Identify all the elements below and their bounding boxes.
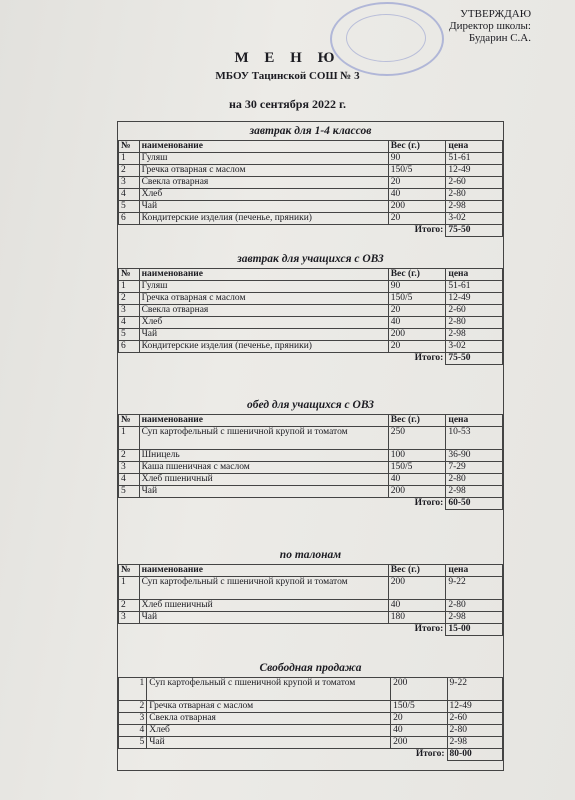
table-row <box>119 201 503 213</box>
row-num: 4 <box>119 317 140 329</box>
table-row <box>119 293 503 305</box>
row-num: 1 <box>119 153 140 165</box>
row-name: Хлеб пшеничный <box>139 474 388 486</box>
section-breakfast-1-4 <box>118 122 503 237</box>
section-title: завтрак для учащихся с ОВЗ <box>237 253 384 265</box>
menu-title: М Е Н Ю <box>234 50 341 66</box>
row-price: 2-98 <box>446 612 503 624</box>
row-num: 4 <box>119 189 140 201</box>
row-weight: 150/5 <box>388 293 446 305</box>
table-header <box>119 141 503 153</box>
row-price: 3-02 <box>446 213 503 225</box>
approval-block <box>449 8 531 44</box>
row-num: 4 <box>119 474 140 486</box>
row-price: 9-22 <box>447 678 502 701</box>
total-label: Итого: <box>119 624 446 636</box>
total-label: Итого: <box>119 749 448 761</box>
total-label: Итого: <box>119 353 446 365</box>
table-row <box>119 462 503 474</box>
row-num: 1 <box>119 577 140 600</box>
table-header <box>119 269 503 281</box>
row-price: 2-80 <box>446 474 503 486</box>
row-name: Хлеб пшеничный <box>139 600 388 612</box>
row-name: Суп картофельный с пшеничной крупой и томатом <box>139 427 388 450</box>
row-num: 1 <box>119 281 140 293</box>
row-weight: 90 <box>388 281 446 293</box>
table-row <box>119 341 503 353</box>
table-row <box>119 725 503 737</box>
row-weight: 20 <box>388 305 446 317</box>
row-price: 12-49 <box>446 293 503 305</box>
table-row <box>119 612 503 624</box>
row-num: 5 <box>119 737 147 749</box>
col-num: № <box>119 141 140 153</box>
school-name: МБОУ Тацинской СОШ № 3 <box>215 70 360 82</box>
total-label: Итого: <box>119 225 446 237</box>
row-price: 2-98 <box>446 329 503 341</box>
row-weight: 200 <box>388 201 446 213</box>
table-row <box>119 713 503 725</box>
col-price: цена <box>446 269 503 281</box>
row-price: 7-29 <box>446 462 503 474</box>
row-weight: 40 <box>388 600 446 612</box>
table-row <box>119 317 503 329</box>
row-name: Свекла отварная <box>139 177 388 189</box>
table-row <box>119 427 503 450</box>
row-name: Кондитерские изделия (печенье, пряники) <box>139 213 388 225</box>
row-name: Чай <box>147 737 391 749</box>
row-price: 36-90 <box>446 450 503 462</box>
col-weight: Вес (г.) <box>388 415 446 427</box>
total-value: 75-50 <box>446 225 503 237</box>
row-weight: 20 <box>388 341 446 353</box>
row-name: Гречка отварная с маслом <box>139 165 388 177</box>
row-price: 2-80 <box>446 600 503 612</box>
col-name: наименование <box>139 141 388 153</box>
row-name: Гуляш <box>139 153 388 165</box>
row-weight: 200 <box>388 577 446 600</box>
row-num: 3 <box>119 305 140 317</box>
row-num: 3 <box>119 713 147 725</box>
menu-table <box>118 414 503 510</box>
row-weight: 40 <box>388 474 446 486</box>
col-name: наименование <box>139 565 388 577</box>
row-weight: 200 <box>388 329 446 341</box>
row-price: 9-22 <box>446 577 503 600</box>
col-name: наименование <box>139 415 388 427</box>
row-price: 2-98 <box>446 486 503 498</box>
row-weight: 90 <box>388 153 446 165</box>
row-num: 5 <box>119 486 140 498</box>
row-weight: 150/5 <box>391 701 447 713</box>
menu-table <box>118 677 503 761</box>
total-row <box>119 225 503 237</box>
row-price: 2-80 <box>446 189 503 201</box>
row-num: 1 <box>119 678 147 701</box>
total-value: 80-00 <box>447 749 502 761</box>
row-price: 2-80 <box>447 725 502 737</box>
row-num: 6 <box>119 341 140 353</box>
menu-table <box>118 268 503 365</box>
row-num: 2 <box>119 600 140 612</box>
total-row <box>119 498 503 510</box>
row-price: 10-53 <box>446 427 503 450</box>
row-name: Суп картофельный с пшеничной крупой и томатом <box>147 678 391 701</box>
col-weight: Вес (г.) <box>388 269 446 281</box>
row-num: 5 <box>119 329 140 341</box>
row-num: 4 <box>119 725 147 737</box>
row-num: 2 <box>119 293 140 305</box>
menu-date: на 30 сентября 2022 г. <box>228 97 347 111</box>
table-row <box>119 213 503 225</box>
col-num: № <box>119 269 140 281</box>
row-weight: 20 <box>388 213 446 225</box>
row-weight: 150/5 <box>388 462 446 474</box>
row-weight: 200 <box>391 678 447 701</box>
section-title: Свободная продажа <box>259 662 362 674</box>
table-row <box>119 701 503 713</box>
table-row <box>119 600 503 612</box>
row-name: Чай <box>139 486 388 498</box>
row-price: 2-60 <box>446 305 503 317</box>
section-breakfast-ovz <box>118 250 503 365</box>
row-name: Чай <box>139 201 388 213</box>
row-num: 6 <box>119 213 140 225</box>
row-num: 5 <box>119 201 140 213</box>
col-price: цена <box>446 141 503 153</box>
row-num: 3 <box>119 462 140 474</box>
total-value: 15-00 <box>446 624 503 636</box>
table-row <box>119 474 503 486</box>
total-value: 75-50 <box>446 353 503 365</box>
row-weight: 20 <box>388 177 446 189</box>
row-weight: 250 <box>388 427 446 450</box>
table-row <box>119 189 503 201</box>
row-name: Хлеб <box>147 725 391 737</box>
total-row <box>119 624 503 636</box>
approval-title: УТВЕРЖДАЮ <box>460 8 531 20</box>
row-price: 2-98 <box>447 737 502 749</box>
row-name: Суп картофельный с пшеничной крупой и томатом <box>139 577 388 600</box>
row-price: 12-49 <box>447 701 502 713</box>
menu-table <box>118 140 503 237</box>
table-row <box>119 177 503 189</box>
table-row <box>119 153 503 165</box>
table-row <box>119 678 503 701</box>
section-title: по талонам <box>279 549 342 561</box>
table-row <box>119 737 503 749</box>
approval-person: Бударин С.А. <box>468 32 531 44</box>
row-name: Гречка отварная с маслом <box>147 701 391 713</box>
section-coupons <box>118 546 503 636</box>
row-name: Хлеб <box>139 189 388 201</box>
col-num: № <box>119 415 140 427</box>
row-name: Свекла отварная <box>139 305 388 317</box>
row-num: 2 <box>119 701 147 713</box>
table-row <box>119 577 503 600</box>
col-price: цена <box>446 565 503 577</box>
total-row <box>119 353 503 365</box>
row-weight: 180 <box>388 612 446 624</box>
row-weight: 200 <box>391 737 447 749</box>
row-weight: 200 <box>388 486 446 498</box>
section-free-sale <box>118 659 503 761</box>
row-num: 1 <box>119 427 140 450</box>
row-name: Свекла отварная <box>147 713 391 725</box>
table-row <box>119 329 503 341</box>
table-row <box>119 165 503 177</box>
table-header <box>119 415 503 427</box>
section-title: обед для учащихся с ОВЗ <box>247 399 374 411</box>
row-name: Кондитерские изделия (печенье, пряники) <box>139 341 388 353</box>
row-name: Гречка отварная с маслом <box>139 293 388 305</box>
total-row <box>119 749 503 761</box>
col-name: наименование <box>139 269 388 281</box>
table-header <box>119 565 503 577</box>
row-num: 2 <box>119 450 140 462</box>
total-label: Итого: <box>119 498 446 510</box>
row-weight: 20 <box>391 713 447 725</box>
row-name: Чай <box>139 329 388 341</box>
row-price: 2-98 <box>446 201 503 213</box>
table-row <box>119 305 503 317</box>
row-price: 51-61 <box>446 281 503 293</box>
row-weight: 150/5 <box>388 165 446 177</box>
col-weight: Вес (г.) <box>388 141 446 153</box>
row-name: Гуляш <box>139 281 388 293</box>
row-num: 3 <box>119 177 140 189</box>
row-price: 2-80 <box>446 317 503 329</box>
table-row <box>119 281 503 293</box>
row-name: Шницель <box>139 450 388 462</box>
table-row <box>119 450 503 462</box>
row-price: 51-61 <box>446 153 503 165</box>
approval-position: Директор школы: <box>449 20 531 32</box>
row-price: 2-60 <box>447 713 502 725</box>
menu-table <box>118 564 503 636</box>
menu-frame <box>117 121 504 771</box>
row-name: Хлеб <box>139 317 388 329</box>
col-num: № <box>119 565 140 577</box>
col-price: цена <box>446 415 503 427</box>
row-weight: 100 <box>388 450 446 462</box>
section-lunch-ovz <box>118 396 503 510</box>
table-row <box>119 486 503 498</box>
total-value: 60-50 <box>446 498 503 510</box>
section-title: завтрак для 1-4 классов <box>249 125 372 137</box>
row-price: 12-49 <box>446 165 503 177</box>
row-num: 2 <box>119 165 140 177</box>
row-weight: 40 <box>391 725 447 737</box>
row-weight: 40 <box>388 317 446 329</box>
row-price: 3-02 <box>446 341 503 353</box>
row-weight: 40 <box>388 189 446 201</box>
col-weight: Вес (г.) <box>388 565 446 577</box>
row-name: Каша пшеничная с маслом <box>139 462 388 474</box>
row-price: 2-60 <box>446 177 503 189</box>
row-name: Чай <box>139 612 388 624</box>
row-num: 3 <box>119 612 140 624</box>
